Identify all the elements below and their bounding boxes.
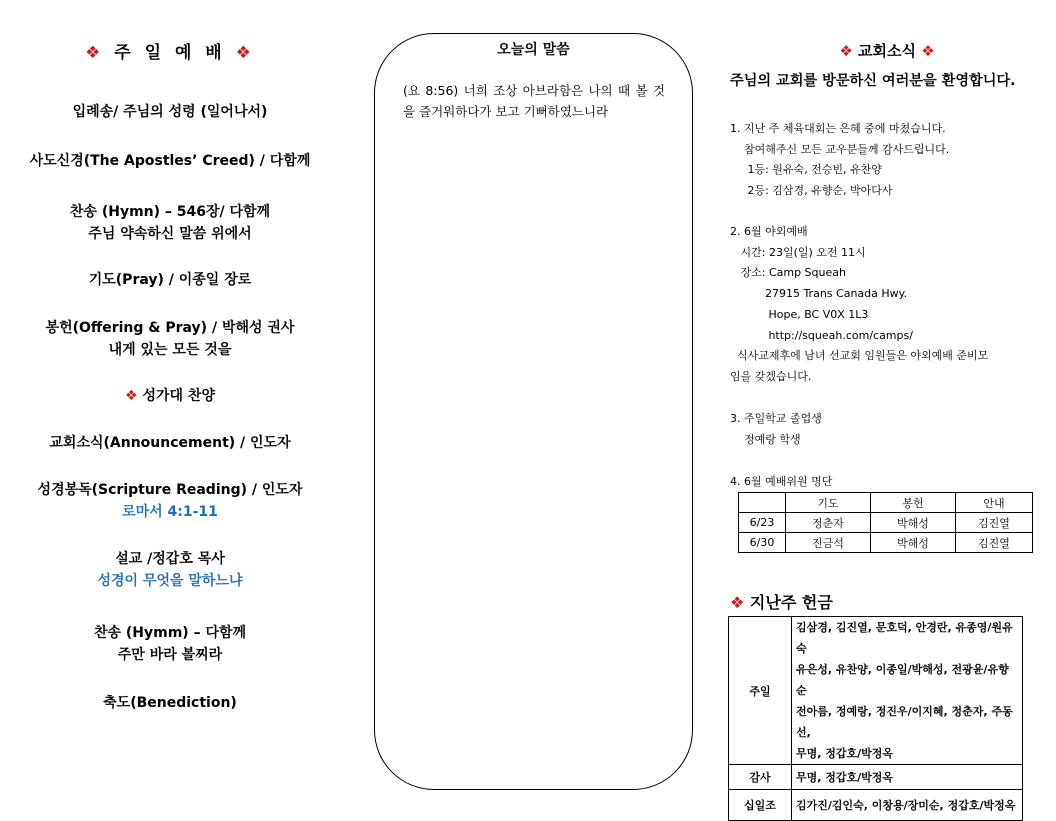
news-title: ❖ 교회소식 ❖ <box>839 42 935 60</box>
duty-table <box>738 492 1033 553</box>
news-item-1: 1. 지난 주 체육대회는 은혜 중에 마쳤습니다. 참여해주신 모든 교우분들께 감사드립니다. 1등: 원유숙, 전승빈, 유찬양 2등: 김삼경, 유향순, 박아다사 <box>730 122 950 198</box>
diamond-icon: ❖ <box>839 42 853 60</box>
diamond-icon: ❖ <box>921 42 935 60</box>
verse-text: (요 8:56) 너희 조상 아브라함은 나의 때 볼 것을 즐거워하다가 보고 기뻐하였느니라 <box>403 83 665 119</box>
worship-item-closing-hymn: 찬송 (Hymm) – 다함께 주만 바라 볼찌라 <box>93 625 247 663</box>
worship-item-benediction: 축도(Benediction) <box>103 695 237 711</box>
worship-item-choir: ❖ 성가대 찬양 <box>125 388 215 404</box>
worship-title: ❖ 주 일 예 배 ❖ <box>85 43 255 63</box>
diamond-icon: ❖ <box>235 43 255 63</box>
offering-title: ❖ 지난주 헌금 <box>730 593 833 612</box>
worship-item-scripture: 성경봉독(Scripture Reading) / 인도자 로마서 4:1-11 <box>37 482 303 520</box>
worship-item-prayer: 기도(Pray) / 이종일 장로 <box>88 272 252 288</box>
table-row: 6/30 진금석 박해성 김진열 <box>739 533 1033 553</box>
table-row: 감사 무명, 정갑호/박정옥 <box>729 765 1023 790</box>
diamond-icon: ❖ <box>85 43 105 63</box>
todays-word-title: 오늘의 말씀 <box>497 42 570 58</box>
table-row: 십일조 김가진/김인숙, 이창용/장미순, 정갑호/박정옥 <box>729 790 1023 821</box>
offering-table <box>728 616 1023 821</box>
duty-list-title: 4. 6월 예배위원 명단 <box>730 475 833 488</box>
worship-item-entrance: 입례송/ 주님의 성령 (일어나서) <box>72 104 268 120</box>
table-row: 6/23 정춘자 박해성 김진열 <box>739 513 1033 533</box>
table-row: 주일 김삼경, 김진열, 문호덕, 안경란, 유종영/원유숙 유은성, 유찬양, 이종일/박해성, 전광윤/유향순 전아름, 정예랑, 정진우/이지혜, 정춘자, 주동선, 무명, 정갑호/박정옥 <box>729 617 1023 765</box>
worship-item-sermon: 설교 /정갑호 목사 성경이 무엇을 말하느냐 <box>97 551 243 589</box>
worship-item-creed: 사도신경(The Apostles’ Creed) / 다함께 <box>29 153 311 169</box>
welcome-message: 주님의 교회를 방문하신 여러분을 환영합니다. <box>730 73 1016 89</box>
diamond-icon: ❖ <box>730 593 745 612</box>
worship-item-offering: 봉헌(Offering & Pray) / 박해성 권사 내게 있는 모든 것을 <box>45 320 295 358</box>
worship-item-hymn: 찬송 (Hymn) – 546장/ 다함께 주님 약속하신 말씀 위에서 <box>69 204 271 242</box>
todays-word-panel <box>374 33 693 790</box>
news-item-2: 2. 6월 야외예배 시간: 23일(일) 오전 11시 장소: Camp Squeah 27915 Trans Canada Hwy. Hope, BC V0X 1L3 http://squeah.com/camps/ 식사교제후에 남녀 선교회 임원들은 야외예배 준비모 임을 갖겠습니다. <box>730 225 989 383</box>
news-item-3: 3. 주일학교 졸업생 정예랑 학생 <box>730 412 822 446</box>
table-row: 기도 봉헌 안내 <box>739 493 1033 513</box>
worship-item-announcement: 교회소식(Announcement) / 인도자 <box>49 435 291 451</box>
diamond-icon: ❖ <box>125 388 138 404</box>
